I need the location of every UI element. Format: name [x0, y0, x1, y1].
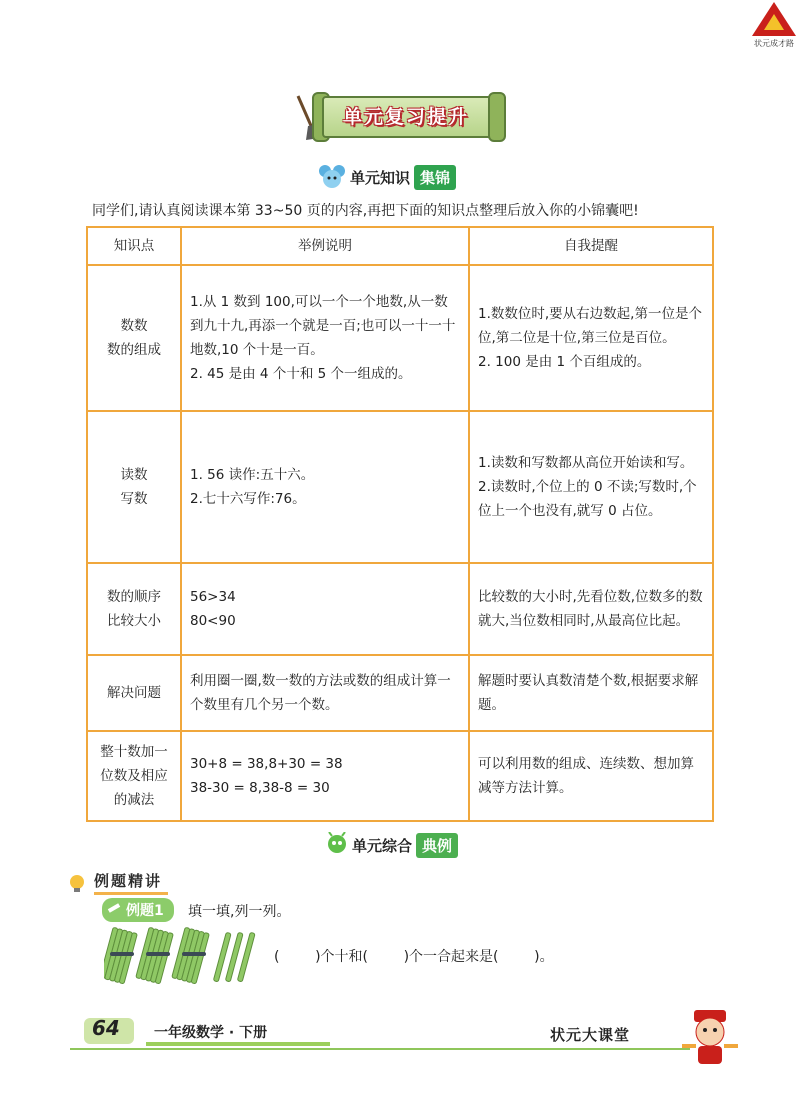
series-brand: 状元大课堂: [550, 1026, 631, 1044]
knowledge-point: 解决问题: [87, 655, 181, 731]
header-example: 举例说明: [181, 227, 469, 265]
logo-caption: 状元成才路: [754, 39, 794, 48]
reminder-cell: 解题时要认真数清楚个数,根据要求解题。: [469, 655, 713, 731]
table-row: [87, 731, 713, 821]
reminder-cell: 比较数的大小时,先看位数,位数多的数就大,当位数相同时,从最高位比起。: [469, 563, 713, 655]
section-comprehensive-badge: 典例: [416, 833, 458, 858]
page-number: 64: [92, 1016, 120, 1040]
section-comprehensive-heading: [326, 832, 458, 858]
lamp-icon: [66, 873, 88, 893]
knowledge-point: 数数 数的组成: [87, 265, 181, 411]
logo-icon: [752, 2, 796, 36]
pencil-icon: [106, 901, 122, 915]
knowledge-table: [86, 226, 714, 822]
example-cell: 利用圈一圈,数一数的方法或数的组成计算一个数里有几个另一个数。: [181, 655, 469, 731]
example-lecture-heading: [66, 870, 168, 895]
table-row: [87, 265, 713, 411]
example-1-fill-blank: ( )个十和( )个一合起来是( )。: [274, 949, 554, 965]
mascot-mouse-icon: [318, 164, 346, 190]
book-title: 一年级数学 · 下册: [154, 1025, 268, 1041]
reminder-cell: 1.读数和写数都从高位开始读和写。 2.读数时,个位上的 0 不读;写数时,个位上一个也没有,就写 0 占位。: [469, 411, 713, 563]
example-1-instruction: 填一填,列一列。: [188, 904, 291, 920]
table-header-row: [87, 227, 713, 265]
header-reminder: 自我提醒: [469, 227, 713, 265]
knowledge-point: 读数 写数: [87, 411, 181, 563]
unit-review-banner: [288, 88, 524, 148]
publisher-logo: [748, 2, 800, 50]
section-knowledge-badge: 集锦: [414, 165, 456, 190]
section-comprehensive-label: 单元综合: [352, 836, 413, 855]
example-cell: 56>34 80<90: [181, 563, 469, 655]
reminder-cell: 1.数数位时,要从右边数起,第一位是个位,第二位是十位,第三位是百位。 2. 100 是由 1 个百组成的。: [469, 265, 713, 411]
section-knowledge-label: 单元知识: [350, 168, 411, 187]
reminder-cell: 可以利用数的组成、连续数、想加算减等方法计算。: [469, 731, 713, 821]
example-cell: 1.从 1 数到 100,可以一个一个地数,从一数到九十九,再添一个就是一百;也可以一十一十地数,10 个十是一百。 2. 45 是由 4 个十和 5 个一组成的。: [181, 265, 469, 411]
example-1-tag: 例题1: [102, 898, 174, 922]
intro-text: 同学们,请认真阅读课本第 33~50 页的内容,再把下面的知识点整理后放入你的小锦囊吧!: [92, 203, 639, 219]
knowledge-point: 整十数加一 位数及相应 的减法: [87, 731, 181, 821]
counting-sticks-image: [104, 926, 264, 986]
mascot-alien-icon: [326, 832, 348, 858]
section-knowledge-heading: [318, 164, 456, 190]
banner-title: 单元复习提升: [342, 106, 469, 128]
mascot-scholar-icon: [678, 1006, 742, 1066]
example-cell: 1. 56 读作:五十六。 2.七十六写作:76。: [181, 411, 469, 563]
page-footer: [70, 1014, 740, 1050]
table-row: [87, 655, 713, 731]
knowledge-point: 数的顺序 比较大小: [87, 563, 181, 655]
table-row: [87, 411, 713, 563]
table-row: [87, 563, 713, 655]
header-knowledge-point: 知识点: [87, 227, 181, 265]
example-cell: 30+8 = 38,8+30 = 38 38-30 = 8,38-8 = 30: [181, 731, 469, 821]
example-lecture-label: 例题精讲: [94, 870, 168, 895]
